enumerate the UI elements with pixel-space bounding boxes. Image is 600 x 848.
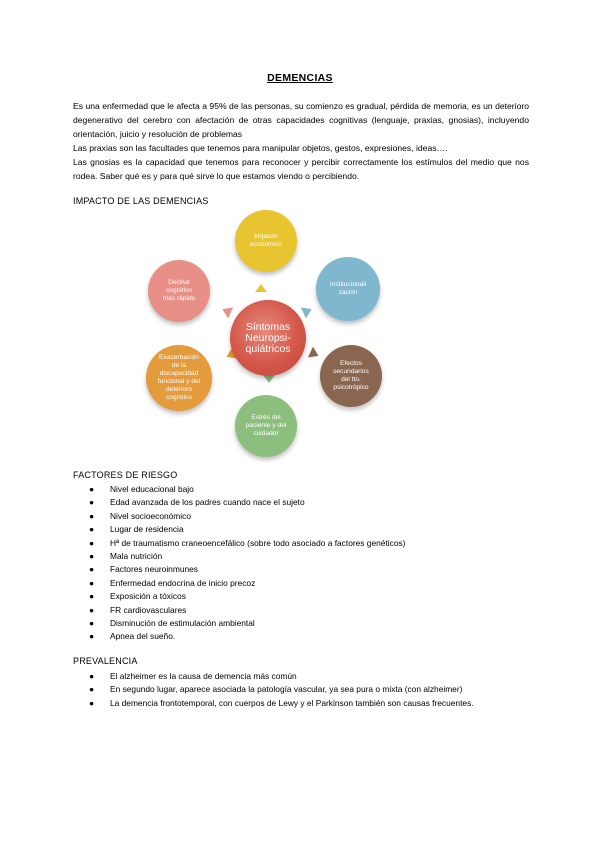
- impacto-heading: IMPACTO DE LAS DEMENCIAS: [73, 196, 209, 206]
- center-node: [230, 300, 306, 376]
- bullet-icon: ●: [89, 618, 95, 629]
- bullet-icon: ●: [89, 510, 95, 521]
- node-label: Exacerbación de la discapacidad funcional y del deterioro cognitivo: [157, 354, 201, 401]
- bullet-icon: ●: [89, 497, 95, 508]
- bullet-icon: ●: [89, 604, 95, 615]
- bullet-icon: ●: [89, 564, 95, 575]
- impacto-diagram: [140, 205, 385, 465]
- arrow-upleft-icon: [220, 304, 233, 319]
- bullet-icon: ●: [89, 697, 95, 708]
- node-label: Institucionali zación: [329, 281, 367, 296]
- bullet-icon: ●: [89, 577, 95, 588]
- prevalencia-heading: PREVALENCIA: [73, 656, 138, 666]
- intro-text: [73, 99, 529, 183]
- node-label: Impacto económico: [250, 233, 282, 248]
- arrow-downright-icon: [308, 347, 321, 362]
- bullet-icon: ●: [89, 484, 95, 494]
- factores-heading: FACTORES DE RIESGO: [73, 470, 178, 480]
- list-item: ● Mala nutrición: [73, 550, 503, 563]
- bullet-icon: ●: [89, 631, 95, 642]
- node-estres: [235, 395, 297, 457]
- bullet-icon: ●: [89, 551, 95, 562]
- node-label: Estrés del paciente y del cuidador: [245, 414, 287, 437]
- prevalencia-list: [73, 670, 493, 710]
- list-item: ● FR cardiovasculares: [73, 604, 503, 617]
- center-node-label: Síntomas Neuropsi-quiátricos: [245, 320, 291, 355]
- list-item: ● Disminución de estimulación ambiental: [73, 617, 503, 630]
- list-item: ● Lugar de residencia: [73, 523, 503, 536]
- factores-list: [73, 483, 503, 644]
- bullet-icon: ●: [89, 537, 95, 548]
- node-impacto-economico: [235, 210, 297, 272]
- node-institucionalizacion: [316, 257, 380, 321]
- list-item: ● Enfermedad endocrina de inicio precoz: [73, 577, 503, 590]
- list-item: ● En segundo lugar, aparece asociada la patología vascular, ya sea pura o mixta (con alzheimer): [73, 683, 493, 696]
- node-declive-cognitivo: [148, 260, 210, 322]
- bullet-icon: ●: [89, 524, 95, 535]
- bullet-icon: ●: [89, 671, 95, 681]
- arrow-upright-icon: [301, 304, 314, 319]
- bullet-icon: ●: [89, 591, 95, 602]
- intro-paragraph-3: Las gnosias es la capacidad que tenemos para reconocer y percibir correctamente los estímulos del medio que nos rodea. Saber qué es y para qué sirve lo que estamos viendo o percibiendo.: [73, 157, 529, 181]
- intro-paragraph-1: Es una enfermedad que le afecta a 95% de las personas, su comienzo es gradual, pérdida de memoria, es un deterioro degenerativo del cerebro con afectación de otras capacidades cognitivas (lenguaje, praxias, gnosias), incluyendo orientación, juicio y resolución de problemas: [73, 101, 529, 139]
- arrow-up-icon: [255, 284, 267, 292]
- list-item: ● Exposición a tóxicos: [73, 590, 503, 603]
- node-label: Efectos secundarios del tto. psicotrópico: [333, 360, 369, 391]
- arrow-down-icon: [263, 375, 275, 383]
- node-exacerbacion: [146, 345, 212, 411]
- list-item: ● Apnea del sueño.: [73, 630, 503, 643]
- node-label: Declive cognitivo más rápido: [162, 279, 196, 302]
- list-item: ● Factores neuroinmunes: [73, 563, 503, 576]
- list-item: ● Hª de traumatismo craneoencefálico (sobre todo asociado a factores genéticos): [73, 537, 503, 550]
- node-efectos-secundarios: [320, 345, 382, 407]
- bullet-icon: ●: [89, 684, 95, 695]
- list-item: ● La demencia frontotemporal, con cuerpos de Lewy y el Parkinson también son causas frecuentes.: [73, 697, 493, 710]
- list-item: ● Nivel educacional bajo: [73, 483, 503, 496]
- list-item: ● Nivel socioeconómico: [73, 510, 503, 523]
- list-item: ● Edad avanzada de los padres cuando nace el sujeto: [73, 496, 503, 509]
- intro-paragraph-2: Las praxias son las facultades que tenemos para manipular objetos, gestos, expresiones, ideas….: [73, 143, 448, 153]
- list-item: ● El alzheimer es la causa de demencia más común: [73, 670, 493, 683]
- document-title: DEMENCIAS: [267, 72, 333, 84]
